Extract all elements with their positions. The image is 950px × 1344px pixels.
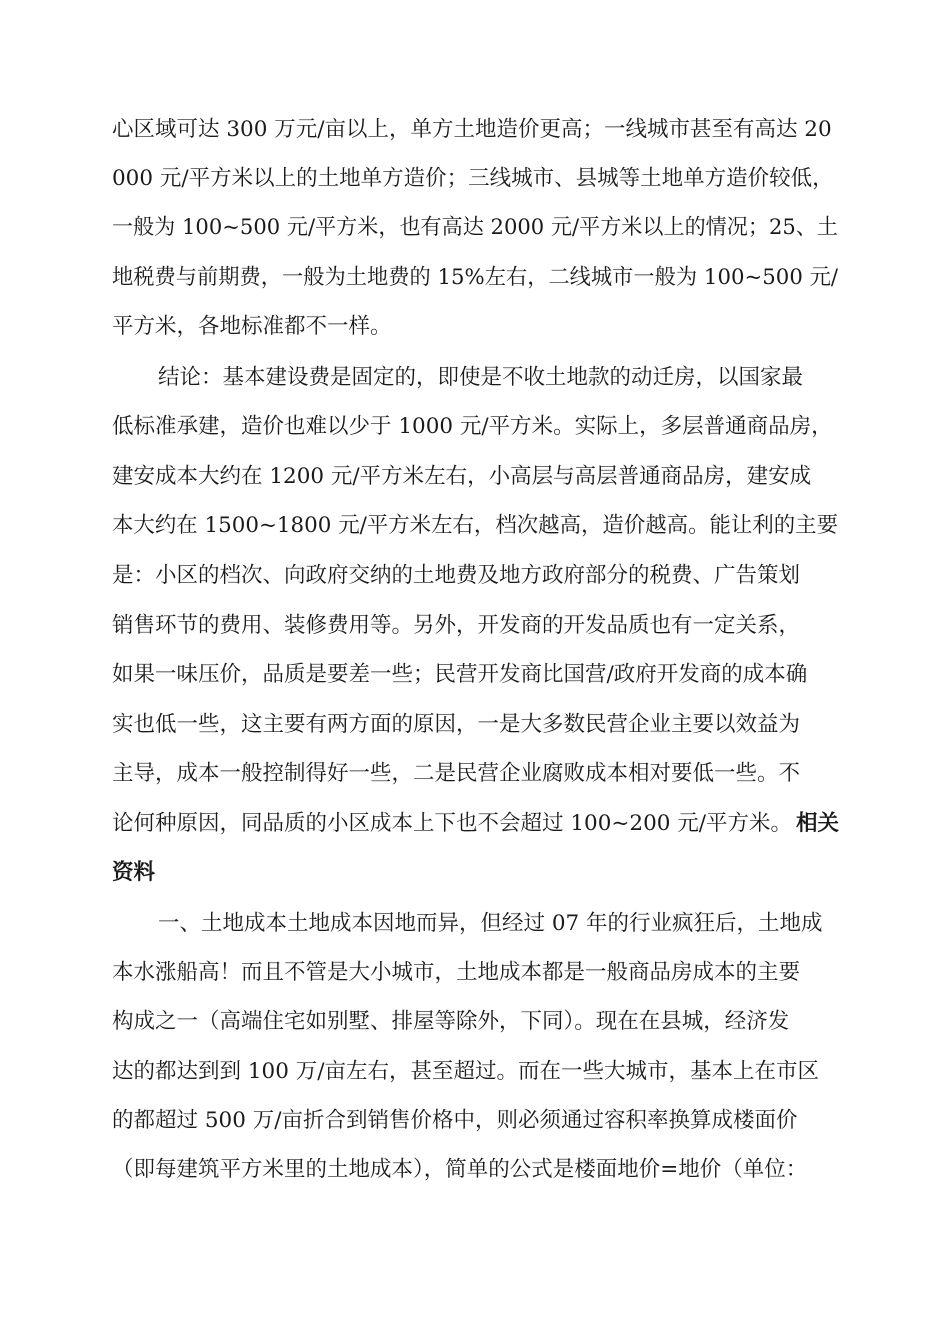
- text-line: [0, 1000, 950, 1044]
- text-line: [0, 405, 950, 449]
- line-text: 建安成本大约在 1200 元/平方米左右，小高层与高层普通商品房，建安成: [112, 464, 812, 489]
- text-line: [0, 802, 950, 846]
- related-heading: 相关: [796, 811, 840, 836]
- text-line: [0, 653, 950, 697]
- line-text: 本水涨船高！而且不管是大小城市，土地成本都是一般商品房成本的主要: [112, 960, 801, 985]
- line-text: 的都超过 500 万/亩折合到销售价格中，则必须通过容积率换算成楼面价: [112, 1108, 798, 1133]
- line-text: 如果一味压价，品质是要差一些；民营开发商比国营/政府开发商的成本确: [112, 662, 808, 687]
- text-line: [0, 554, 950, 598]
- line-text: 论何种原因，同品质的小区成本上下也不会超过 100~200 元/平方米。: [112, 811, 793, 836]
- line-text: 一般为 100~500 元/平方米，也有高达 2000 元/平方米以上的情况；25、土: [112, 215, 838, 240]
- line-text: 是：小区的档次、向政府交纳的土地费及地方政府部分的税费、广告策划: [112, 563, 801, 588]
- line-text: 低标准承建，造价也难以少于 1000 元/平方米。实际上，多层普通商品房，: [112, 414, 833, 439]
- line-text: 一、土地成本土地成本因地而异，但经过 07 年的行业疯狂后，土地成: [158, 911, 823, 936]
- line-text: 构成之一（高端住宅如别墅、排屋等除外，下同）。现在在县城，经济发: [112, 1009, 790, 1034]
- text-line: [0, 356, 950, 400]
- line-text: 地税费与前期费，一般为土地费的 15%左右，二线城市一般为 100~500 元/: [112, 265, 838, 290]
- text-line: [0, 703, 950, 747]
- line-text: 本大约在 1500~1800 元/平方米左右，档次越高，造价越高。能让利的主要: [112, 513, 838, 538]
- text-line: [0, 455, 950, 499]
- text-line: [0, 1099, 950, 1143]
- text-line: [0, 1050, 950, 1094]
- line-text: 心区域可达 300 万元/亩以上，单方土地造价更高；一线城市甚至有高达 20: [112, 117, 832, 142]
- related-heading-continued: 资料: [112, 860, 156, 885]
- line-text: （即每建筑平方米里的土地成本），简单的公式是楼面地价=地价（单位：: [112, 1157, 808, 1182]
- text-line: [0, 851, 950, 895]
- text-line: [0, 1148, 950, 1192]
- text-line: [0, 504, 950, 548]
- line-text: 达的都达到到 100 万/亩左右，甚至超过。而在一些大城市，基本上在市区: [112, 1059, 819, 1084]
- text-line: [0, 256, 950, 300]
- line-text: 结论：基本建设费是固定的，即使是不收土地款的动迁房，以国家最: [158, 365, 804, 390]
- text-line: [0, 206, 950, 250]
- text-line: [0, 157, 950, 201]
- text-line: [0, 604, 950, 648]
- line-text: 销售环节的费用、装修费用等。另外，开发商的开发品质也有一定关系，: [112, 613, 801, 638]
- line-text: 平方米，各地标准都不一样。: [112, 314, 392, 339]
- line-text: 000 元/平方米以上的土地单方造价；三线城市、县城等土地单方造价较低，: [112, 166, 834, 191]
- text-line: [0, 902, 950, 946]
- line-text: 实也低一些，这主要有两方面的原因，一是大多数民营企业主要以效益为: [112, 712, 801, 737]
- text-line: [0, 108, 950, 152]
- text-line: [0, 951, 950, 995]
- line-text: 主导，成本一般控制得好一些，二是民营企业腐败成本相对要低一些。不: [112, 761, 801, 786]
- text-line: [0, 305, 950, 349]
- text-line: [0, 752, 950, 796]
